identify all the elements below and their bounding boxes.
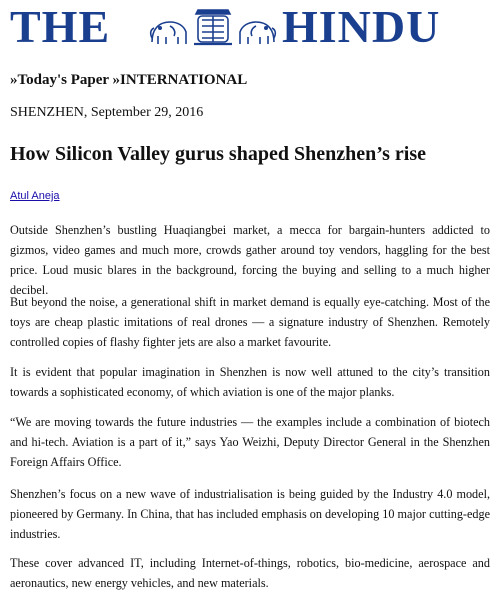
author-link[interactable]: Atul Aneja bbox=[10, 190, 60, 202]
article-paragraph: Shenzhen’s focus on a new wave of industrialisation is being guided by the Industry 4.0 model, pioneered by Germany. In China, that has included emphasis on developing 10 major cutting-edge industries. bbox=[10, 487, 490, 541]
article-paragraph: “We are moving towards the future industries — the examples include a combination of biotech and hi-tech. Aviation is a part of it,” says Yao Weizhi, Deputy Director General in the Shenzhen Foreign Affairs Office. bbox=[10, 415, 490, 469]
masthead-title-right: HINDU bbox=[282, 1, 441, 52]
dateline: SHENZHEN, September 29, 2016 bbox=[10, 105, 204, 120]
article-paragraph: It is evident that popular imagination in Shenzhen is now well attuned to the city’s transition towards a sophisticated economy, of which aviation is one of the major planks. bbox=[10, 365, 490, 399]
article-headline: How Silicon Valley gurus shaped Shenzhen’s rise bbox=[10, 143, 427, 165]
article-paragraph: These cover advanced IT, including Internet-of-things, robotics, bio-medicine, aerospace and aeronautics, new energy vehicles, and new materials. bbox=[10, 556, 490, 590]
masthead-logo[interactable] bbox=[10, 2, 490, 52]
masthead-title-left: THE bbox=[10, 1, 111, 52]
article-paragraph: But beyond the noise, a generational shift in market demand is equally eye-catching. Most of the toys are cheap plastic imitations of real drones — a signature industry of Shenzhen. Remotely controlled copies of flashy fighter jets are also a market favourite. bbox=[10, 295, 490, 349]
section-breadcrumb[interactable]: »Today's Paper »INTERNATIONAL bbox=[10, 72, 248, 88]
masthead-emblem-icon bbox=[148, 4, 278, 50]
article-paragraph: Outside Shenzhen’s bustling Huaqiangbei market, a mecca for bargain-hunters addicted to gizmos, video games and much more, crowds gather around toy vendors, haggling for the best price. Loud music blares in the background, forcing the buying and selling to a much higher decibel. bbox=[10, 223, 490, 297]
